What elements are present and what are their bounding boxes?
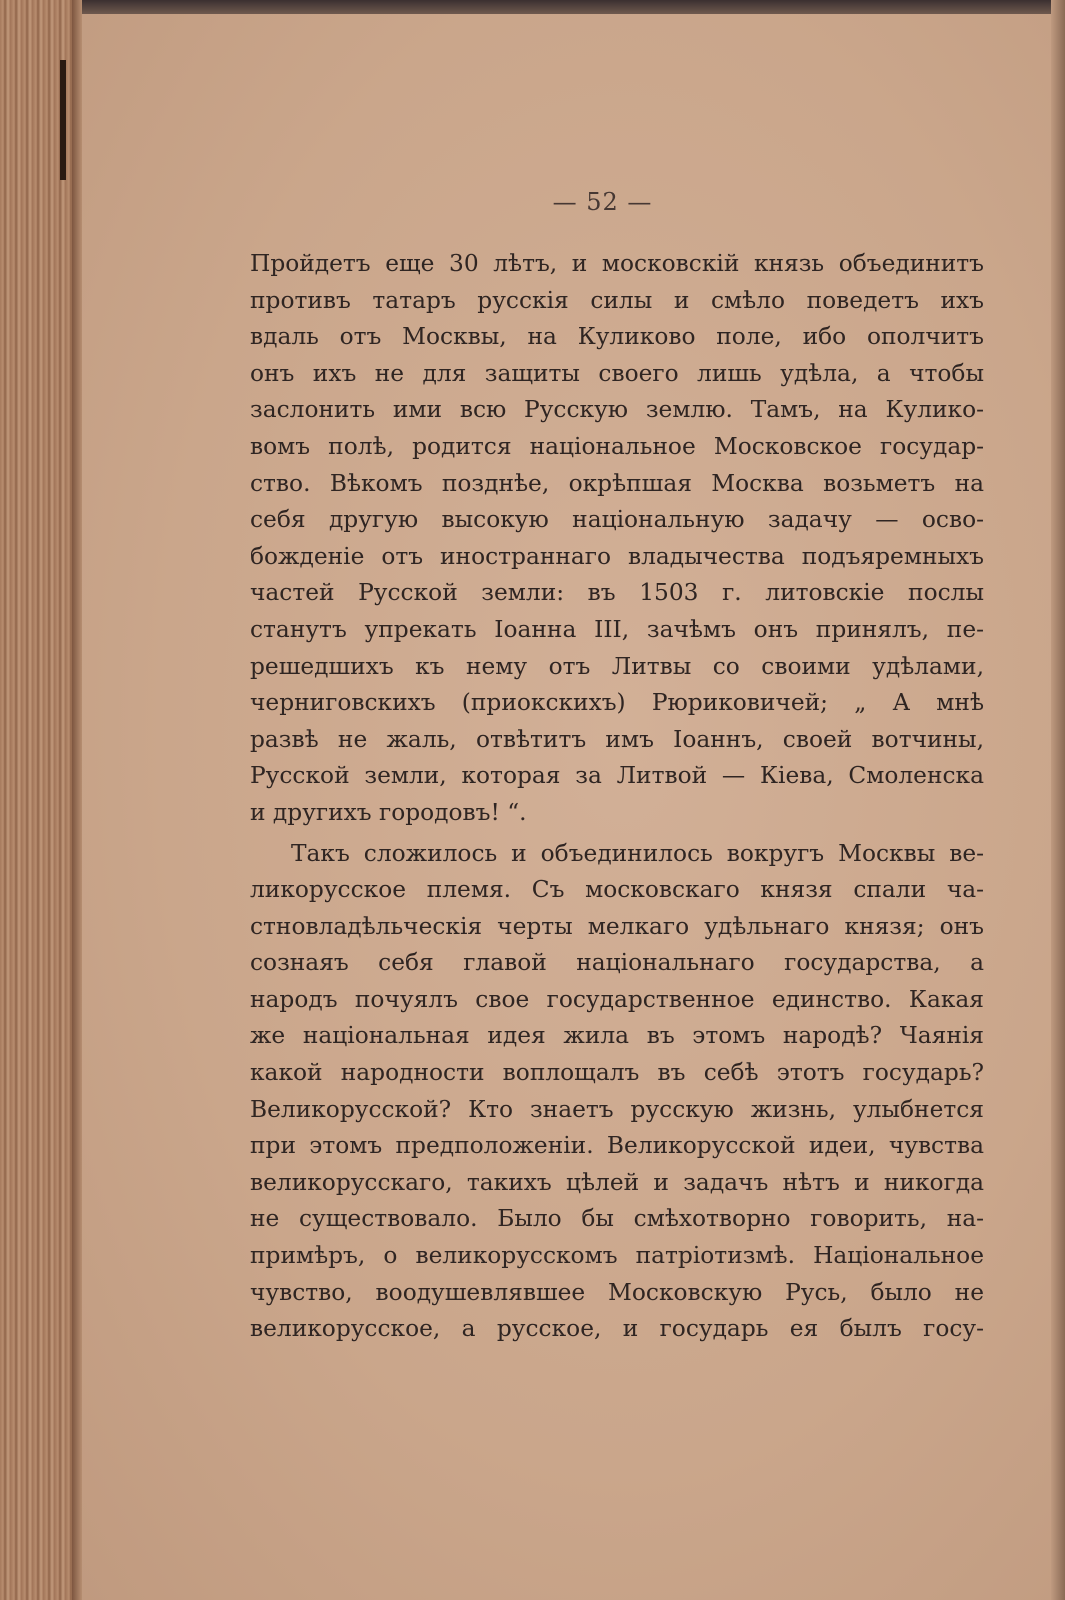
text-line: божденіе отъ иностраннаго владычества подъяремныхъ xyxy=(250,542,984,570)
text-line: себя другую высокую національную задачу — осво- xyxy=(250,506,984,534)
text-line: станутъ упрекать Іоанна III, зачѣмъ онъ принялъ, пе- xyxy=(250,615,984,643)
text-line: вомъ полѣ, родится національное Московское государ- xyxy=(250,432,984,460)
page-stack-edge xyxy=(0,0,82,1600)
right-edge-shadow xyxy=(1051,0,1065,1600)
paragraph-2 xyxy=(250,836,984,1348)
text-line: стновладѣльческія черты мелкаго удѣльнаго князя; онъ xyxy=(250,912,984,940)
text-line: Такъ сложилось и объединилось вокругъ Москвы ве- xyxy=(291,839,984,867)
text-line: противъ татаръ русскія силы и смѣло поведетъ ихъ xyxy=(250,286,984,314)
text-line: черниговскихъ (приокскихъ) Рюриковичей; „ А мнѣ xyxy=(250,689,984,717)
text-line: вдаль отъ Москвы, на Куликово поле, ибо ополчитъ xyxy=(250,323,984,351)
text-line: и другихъ городовъ! “. xyxy=(250,798,527,826)
text-line: какой народности воплощалъ въ себѣ этотъ государь? xyxy=(250,1059,984,1087)
text-line: Русской земли, которая за Литвой — Кіева, Смоленска xyxy=(250,762,984,790)
page-number: — 52 — xyxy=(552,188,653,216)
text-line: народъ почуялъ свое государственное единство. Какая xyxy=(250,985,984,1013)
top-edge-shadow xyxy=(20,0,1065,14)
text-line: ликорусское племя. Съ московскаго князя спали ча- xyxy=(250,876,984,904)
text-line: заслонить ими всю Русскую землю. Тамъ, на Кулико- xyxy=(250,396,984,424)
text-line: частей Русской земли: въ 1503 г. литовскіе послы xyxy=(250,579,984,607)
paragraph-1 xyxy=(250,246,984,832)
text-line: великорусское, а русское, и государь ея былъ госу- xyxy=(250,1315,984,1343)
text-line: Великорусской? Кто знаетъ русскую жизнь, улыбнется xyxy=(250,1095,984,1123)
text-line: ство. Вѣкомъ позднѣе, окрѣпшая Москва возьметъ на xyxy=(250,469,984,497)
text-line: же національная идея жила въ этомъ народѣ? Чаянія xyxy=(250,1022,984,1050)
text-line: при этомъ предположеніи. Великорусской идеи, чувства xyxy=(250,1132,984,1160)
text-line: великорусскаго, такихъ цѣлей и задачъ нѣтъ и никогда xyxy=(250,1168,984,1196)
text-line: сознаяъ себя главой національнаго государства, а xyxy=(250,949,984,977)
text-line: примѣръ, о великорусскомъ патріотизмѣ. Національное xyxy=(250,1242,984,1270)
text-line: не существовало. Было бы смѣхотворно говорить, на- xyxy=(250,1205,984,1233)
text-line: онъ ихъ не для защиты своего лишь удѣла, а чтобы xyxy=(250,359,984,387)
text-line: развѣ не жаль, отвѣтитъ имъ Іоаннъ, своей вотчины, xyxy=(250,725,984,753)
body-text xyxy=(250,246,984,1348)
text-line: чувство, воодушевлявшее Московскую Русь, было не xyxy=(250,1278,984,1306)
spine-mark xyxy=(60,60,66,180)
text-line: Пройдетъ еще 30 лѣтъ, и московскій князь объединитъ xyxy=(250,250,984,277)
text-line: решедшихъ къ нему отъ Литвы со своими удѣлами, xyxy=(250,652,984,680)
